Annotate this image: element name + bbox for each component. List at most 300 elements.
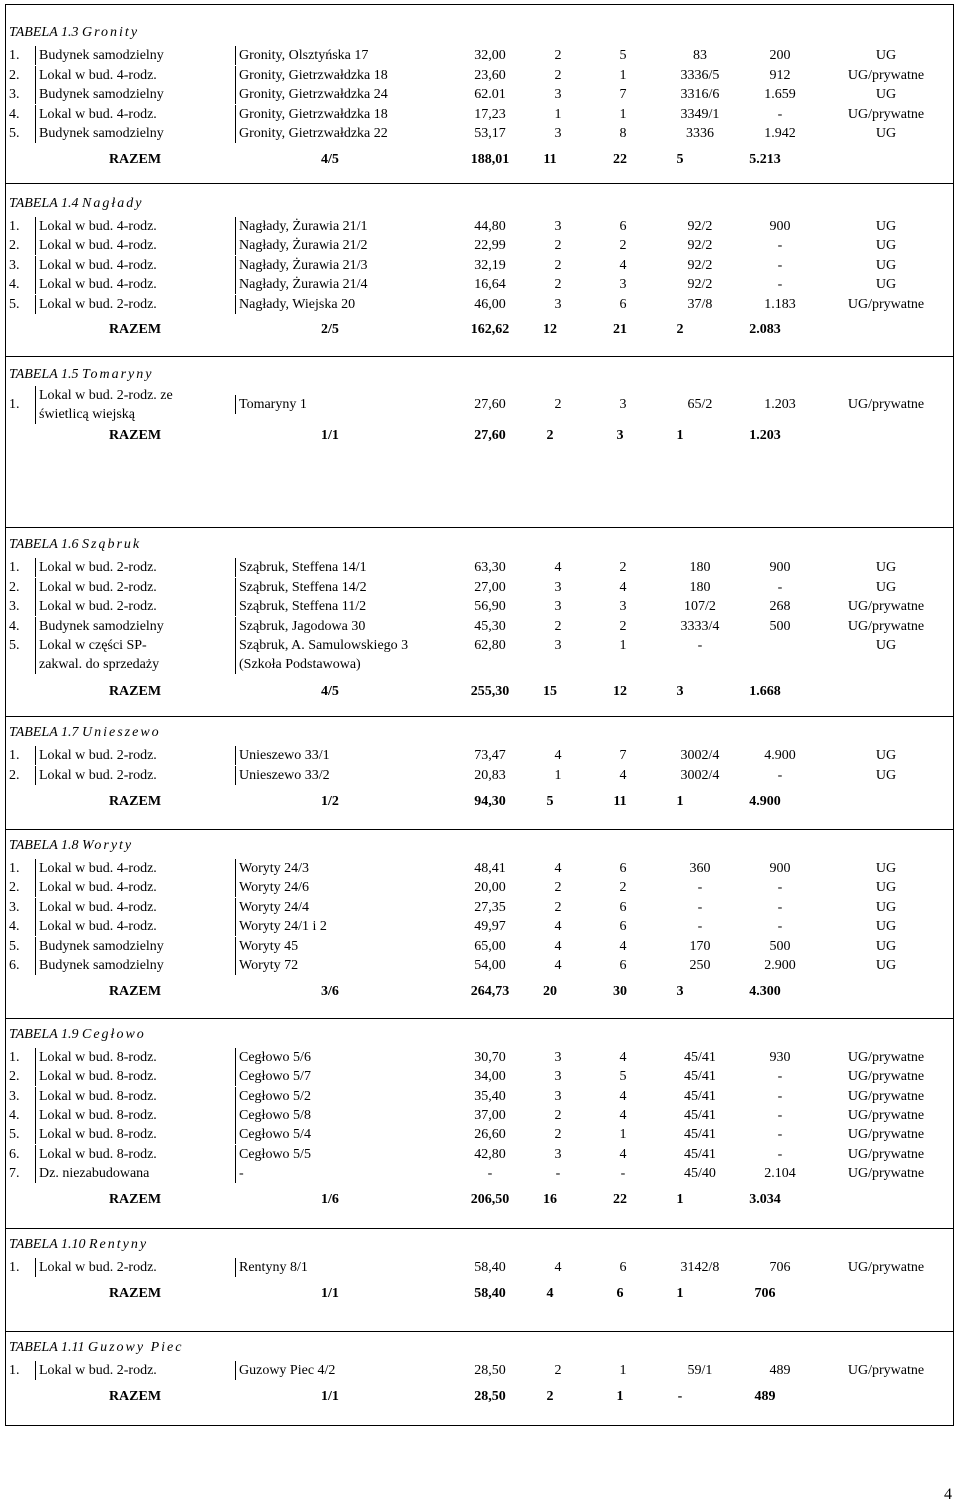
cell-pow-dz: 489 — [769, 1363, 791, 1378]
cell-lp: 4. — [9, 618, 20, 634]
cell-adres: Cegłowo 5/6 — [235, 1048, 459, 1067]
total-count: 4/5 — [321, 684, 339, 699]
section-divider — [5, 1331, 954, 1332]
total-osob: 11 — [613, 794, 627, 809]
cell-pow-dz: - — [777, 899, 783, 915]
cell-osob: 6 — [619, 958, 627, 973]
cell-osob: 7 — [619, 748, 627, 763]
section-title-prefix: TABELA 1.6 — [9, 537, 79, 552]
cell-dzialka: 59/1 — [687, 1363, 713, 1378]
cell-pow-dz: 4.900 — [764, 748, 796, 763]
total-pow-dz: 3.034 — [749, 1192, 781, 1208]
cell-lok: 1 — [554, 106, 562, 122]
cell-pow: 46,00 — [474, 296, 506, 312]
cell-wl: UG — [875, 219, 897, 234]
cell-pow: 73,47 — [474, 748, 506, 763]
cell-dzialka: 3349/1 — [680, 106, 720, 122]
section-title-prefix: TABELA 1.9 — [9, 1027, 79, 1042]
table-row — [5, 1048, 954, 1067]
cell-adres: Cegłowo 5/4 — [235, 1125, 459, 1144]
cell-lok: 2 — [554, 238, 562, 254]
cell-osob: 2 — [619, 880, 627, 896]
cell-adres: Sząbruk, Steffena 14/2 — [235, 578, 459, 597]
cell-dzialka: 3002/4 — [680, 748, 720, 763]
cell-pow: 37,00 — [474, 1107, 506, 1123]
cell-pow: 27,60 — [474, 397, 506, 412]
cell-osob: 1 — [619, 106, 627, 122]
table-row — [5, 236, 954, 255]
total-lok: 16 — [543, 1192, 557, 1208]
cell-dzialka: 360 — [689, 861, 711, 876]
total-count: 1/1 — [321, 1286, 339, 1301]
cell-dzialka: - — [697, 899, 703, 915]
cell-pow-dz: 1.203 — [764, 397, 796, 412]
cell-pow: 22,99 — [474, 238, 506, 254]
total-pow-dz: 489 — [754, 1389, 776, 1404]
total-dz: 1 — [676, 1192, 684, 1208]
total-label: RAZEM — [108, 1286, 162, 1301]
section-title — [9, 1236, 148, 1254]
total-dz: 1 — [676, 428, 684, 443]
cell-wl: UG/prywatne — [847, 1260, 925, 1275]
cell-wl: UG — [875, 880, 897, 896]
cell-dzialka: - — [697, 880, 703, 896]
cell-osob: 1 — [619, 1127, 627, 1143]
cell-lp: 1. — [9, 861, 20, 876]
total-lok: 2 — [546, 1389, 554, 1404]
cell-wl: UG — [875, 257, 897, 273]
cell-dzialka: 45/41 — [684, 1050, 716, 1065]
cell-typ: Lokal w bud. 8-rodz. — [35, 1048, 235, 1067]
section-divider — [5, 356, 954, 357]
table-row — [5, 295, 954, 314]
cell-osob: 4 — [619, 1107, 627, 1123]
cell-pow-dz: 200 — [769, 48, 791, 63]
cell-wl: UG — [875, 126, 897, 142]
section-title — [9, 724, 161, 742]
total-label: RAZEM — [108, 428, 162, 443]
cell-typ: Lokal w bud. 8-rodz. — [35, 1106, 235, 1125]
cell-lok: 3 — [554, 579, 562, 595]
cell-pow-dz: 900 — [769, 861, 791, 876]
cell-pow-dz: - — [777, 238, 783, 254]
cell-osob: 3 — [619, 397, 627, 412]
cell-osob: 6 — [619, 1260, 627, 1275]
cell-pow: 32,00 — [474, 48, 506, 63]
cell-lp: 1. — [9, 397, 20, 412]
cell-dzialka: 45/41 — [684, 1146, 716, 1162]
cell-lok: 2 — [554, 1127, 562, 1143]
table-row — [5, 1145, 954, 1164]
cell-typ: Lokal w bud. 8-rodz. — [35, 1145, 235, 1164]
cell-line: Lokal w części SP- — [39, 638, 147, 653]
cell-osob: 2 — [619, 560, 627, 575]
table-row — [5, 275, 954, 294]
total-lok: 12 — [543, 322, 557, 337]
table-row — [5, 217, 954, 236]
table-row — [5, 256, 954, 275]
cell-pow: 54,00 — [474, 958, 506, 973]
total-osob: 30 — [613, 984, 627, 1000]
cell-typ: Lokal w bud. 4-rodz. — [35, 236, 235, 255]
cell-pow-dz: - — [777, 767, 783, 783]
cell-lok: 3 — [554, 599, 562, 614]
cell-osob: 6 — [619, 861, 627, 876]
cell-pow-dz: - — [777, 1069, 783, 1085]
cell-lok: - — [555, 1165, 561, 1181]
cell-typ: Lokal w bud. 8-rodz. — [35, 1087, 235, 1106]
cell-osob: 4 — [619, 1088, 627, 1104]
cell-lp: 5. — [9, 1127, 20, 1143]
document-bottom-line — [5, 1425, 954, 1426]
cell-pow: 20,83 — [474, 767, 506, 783]
cell-pow-dz: 706 — [769, 1260, 791, 1275]
cell-adres: Woryty 24/6 — [235, 878, 459, 897]
cell-pow-dz: - — [777, 1088, 783, 1104]
cell-pow: 16,64 — [474, 277, 506, 293]
cell-osob: 4 — [619, 257, 627, 273]
cell-osob: 3 — [619, 599, 627, 614]
total-osob: 12 — [613, 684, 627, 699]
total-count: 4/5 — [321, 152, 339, 167]
cell-lp: 4. — [9, 919, 20, 935]
cell-osob: 6 — [619, 899, 627, 915]
cell-wl: UG — [875, 919, 897, 935]
table-row — [5, 386, 954, 424]
total-lok: 4 — [546, 1286, 554, 1301]
cell-lok: 3 — [554, 219, 562, 234]
cell-typ: Lokal w bud. 8-rodz. — [35, 1067, 235, 1086]
total-dz: 1 — [676, 794, 684, 809]
cell-wl: UG — [875, 87, 897, 103]
cell-typ: Lokal w bud. 4-rodz. — [35, 256, 235, 275]
cell-wl: UG — [875, 861, 897, 876]
cell-osob: 2 — [619, 238, 627, 254]
cell-typ: Budynek samodzielny — [35, 85, 235, 104]
cell-pow: 62,80 — [474, 638, 506, 653]
cell-wl: UG/prywatne — [847, 1146, 925, 1162]
cell-dzialka: 3333/4 — [680, 618, 720, 634]
section-title-name: Unieszewo — [82, 725, 161, 740]
cell-lp: 4. — [9, 106, 20, 122]
table-row — [5, 636, 954, 674]
total-osob: 6 — [616, 1286, 624, 1301]
cell-pow: 32,19 — [474, 257, 506, 273]
total-osob: 22 — [613, 1192, 627, 1208]
cell-wl: UG/prywatne — [847, 106, 925, 122]
cell-typ — [35, 386, 235, 424]
cell-wl: UG/prywatne — [847, 1107, 925, 1123]
cell-adres: Guzowy Piec 4/2 — [235, 1361, 459, 1380]
cell-osob: 4 — [619, 767, 627, 783]
cell-lp: 2. — [9, 579, 20, 595]
cell-typ: Lokal w bud. 4-rodz. — [35, 859, 235, 878]
total-row — [5, 681, 954, 703]
cell-typ: Lokal w bud. 4-rodz. — [35, 66, 235, 85]
cell-pow: - — [487, 1165, 493, 1181]
total-pow-dz: 5.213 — [749, 152, 781, 167]
cell-pow-dz: - — [777, 106, 783, 122]
cell-typ: Budynek samodzielny — [35, 124, 235, 143]
cell-wl: UG — [875, 767, 897, 783]
cell-wl: UG/prywatne — [847, 67, 925, 83]
table-row — [5, 917, 954, 936]
table-row — [5, 105, 954, 124]
total-label: RAZEM — [108, 984, 162, 1000]
cell-osob: 4 — [619, 938, 627, 954]
cell-pow-dz: - — [777, 880, 783, 896]
total-row — [5, 425, 954, 447]
cell-lp: 3. — [9, 599, 20, 614]
cell-pow: 63,30 — [474, 560, 506, 575]
section-title-prefix: TABELA 1.3 — [9, 25, 79, 40]
table-row — [5, 597, 954, 616]
cell-pow: 44,80 — [474, 219, 506, 234]
cell-adres: Nagłady, Żurawia 21/1 — [235, 217, 459, 236]
section-title-name: Rentyny — [89, 1237, 149, 1252]
cell-pow: 28,50 — [474, 1363, 506, 1378]
total-pow-dz: 706 — [754, 1286, 776, 1301]
cell-typ: Lokal w bud. 2-rodz. — [35, 766, 235, 785]
cell-dzialka: 92/2 — [687, 238, 713, 254]
cell-typ: Lokal w bud. 2-rodz. — [35, 597, 235, 616]
cell-typ: Budynek samodzielny — [35, 956, 235, 975]
cell-osob: 1 — [619, 638, 627, 653]
cell-pow-dz: - — [777, 257, 783, 273]
cell-wl: UG/prywatne — [847, 1069, 925, 1085]
cell-adres: Cegłowo 5/5 — [235, 1145, 459, 1164]
cell-pow-dz: 930 — [769, 1050, 791, 1065]
total-label: RAZEM — [108, 152, 162, 167]
cell-adres — [235, 636, 459, 674]
cell-lp: 4. — [9, 277, 20, 293]
cell-pow: 58,40 — [474, 1260, 506, 1275]
total-pow: 264,73 — [470, 984, 510, 1000]
cell-pow-dz: 2.104 — [764, 1165, 796, 1181]
cell-lp: 2. — [9, 238, 20, 254]
cell-typ: Lokal w bud. 4-rodz. — [35, 878, 235, 897]
cell-wl: UG — [875, 958, 897, 973]
cell-lok: 2 — [554, 277, 562, 293]
cell-pow-dz: - — [777, 1107, 783, 1123]
cell-adres: Sząbruk, Jagodowa 30 — [235, 617, 459, 636]
cell-dzialka: 170 — [689, 938, 711, 954]
table-row — [5, 124, 954, 143]
cell-lok: 2 — [554, 48, 562, 63]
total-dz: 3 — [676, 684, 684, 699]
total-pow-dz: 4.900 — [749, 794, 781, 809]
cell-adres: Woryty 72 — [235, 956, 459, 975]
section-title — [9, 1026, 146, 1044]
total-pow: 206,50 — [470, 1192, 510, 1208]
total-lok: 2 — [546, 428, 554, 443]
cell-osob: - — [620, 1165, 626, 1181]
cell-lok: 2 — [554, 397, 562, 412]
total-label: RAZEM — [108, 322, 162, 337]
cell-typ: Lokal w bud. 2-rodz. — [35, 558, 235, 577]
table-row — [5, 746, 954, 765]
cell-pow: 20,00 — [474, 880, 506, 896]
total-pow: 94,30 — [474, 794, 506, 809]
cell-lp: 1. — [9, 560, 20, 575]
total-osob: 3 — [616, 428, 624, 443]
cell-adres: Cegłowo 5/7 — [235, 1067, 459, 1086]
cell-adres: Gronity, Gietrzwałdzka 24 — [235, 85, 459, 104]
table-row — [5, 937, 954, 956]
section-title — [9, 195, 143, 213]
cell-adres: Nagłady, Żurawia 21/3 — [235, 256, 459, 275]
total-count: 2/5 — [321, 322, 339, 337]
cell-adres: Woryty 24/1 i 2 — [235, 917, 459, 936]
cell-lp: 7. — [9, 1165, 20, 1181]
cell-pow: 49,97 — [474, 919, 506, 935]
cell-wl: UG — [875, 638, 897, 653]
cell-dzialka: 45/41 — [684, 1127, 716, 1143]
cell-pow-dz: 912 — [769, 67, 791, 83]
total-lok: 5 — [546, 794, 554, 809]
cell-adres: Unieszewo 33/1 — [235, 746, 459, 765]
cell-lok: 3 — [554, 126, 562, 142]
cell-dzialka: 180 — [689, 560, 711, 575]
cell-adres: Nagłady, Żurawia 21/4 — [235, 275, 459, 294]
cell-wl: UG — [875, 748, 897, 763]
table-row — [5, 1106, 954, 1125]
cell-wl: UG — [875, 277, 897, 293]
cell-lok: 2 — [554, 67, 562, 83]
section-divider — [5, 183, 954, 184]
total-pow: 188,01 — [470, 152, 510, 167]
table-row — [5, 898, 954, 917]
cell-osob: 3 — [619, 277, 627, 293]
cell-line: (Szkoła Podstawowa) — [239, 657, 361, 672]
cell-osob: 5 — [619, 48, 627, 63]
cell-pow-dz: - — [777, 919, 783, 935]
cell-pow: 45,30 — [474, 618, 506, 634]
cell-pow-dz: 500 — [769, 618, 791, 634]
cell-adres: - — [235, 1164, 459, 1183]
section-title-name: Tomaryny — [82, 367, 154, 382]
cell-pow-dz: 2.900 — [764, 958, 796, 973]
total-pow: 255,30 — [470, 684, 510, 699]
total-pow: 27,60 — [474, 428, 506, 443]
cell-adres: Sząbruk, Steffena 11/2 — [235, 597, 459, 616]
cell-lp: 3. — [9, 1088, 20, 1104]
section-title-name: Nagłady — [82, 196, 144, 211]
section-divider — [5, 716, 954, 717]
cell-pow-dz: 900 — [769, 560, 791, 575]
cell-pow: 27,35 — [474, 899, 506, 915]
cell-wl: UG — [875, 238, 897, 254]
cell-wl: UG/prywatne — [847, 1127, 925, 1143]
section-title-prefix: TABELA 1.4 — [9, 196, 79, 211]
cell-wl: UG/prywatne — [847, 296, 925, 312]
cell-typ: Dz. niezabudowana — [35, 1164, 235, 1183]
section-title — [9, 24, 139, 42]
cell-osob: 6 — [619, 219, 627, 234]
cell-pow: 42,80 — [474, 1146, 506, 1162]
cell-pow-dz: 1.183 — [764, 296, 796, 312]
cell-adres: Nagłady, Żurawia 21/2 — [235, 236, 459, 255]
cell-dzialka: 3336 — [686, 126, 714, 142]
cell-adres: Woryty 24/3 — [235, 859, 459, 878]
cell-lok: 3 — [554, 1088, 562, 1104]
total-pow: 28,50 — [474, 1389, 506, 1404]
table-row — [5, 66, 954, 85]
cell-dzialka: 65/2 — [687, 397, 713, 412]
cell-pow: 53,17 — [474, 126, 506, 142]
cell-adres: Unieszewo 33/2 — [235, 766, 459, 785]
cell-adres: Gronity, Gietrzwałdzka 22 — [235, 124, 459, 143]
total-pow-dz: 4.300 — [749, 984, 781, 1000]
table-row — [5, 878, 954, 897]
cell-lp: 6. — [9, 958, 20, 973]
page-number: 4 — [944, 1486, 952, 1503]
cell-lp: 4. — [9, 1107, 20, 1123]
section-divider — [5, 1018, 954, 1019]
cell-line: świetlicą wiejską — [39, 407, 136, 422]
cell-lp: 1. — [9, 1260, 20, 1275]
section-title-prefix: TABELA 1.11 — [9, 1340, 85, 1355]
table-row — [5, 766, 954, 785]
cell-lp: 3. — [9, 899, 20, 915]
section-divider — [5, 829, 954, 830]
cell-pow-dz: - — [777, 277, 783, 293]
cell-typ: Budynek samodzielny — [35, 617, 235, 636]
table-row — [5, 46, 954, 65]
total-label: RAZEM — [108, 1192, 162, 1208]
section-title-prefix: TABELA 1.5 — [9, 367, 79, 382]
cell-wl: UG/prywatne — [847, 1050, 925, 1065]
cell-dzialka: 3336/5 — [680, 67, 720, 83]
cell-lp: 5. — [9, 296, 20, 312]
total-pow-dz: 1.668 — [749, 684, 781, 699]
cell-dzialka: 3142/8 — [680, 1260, 720, 1275]
cell-dzialka: 45/41 — [684, 1069, 716, 1085]
cell-adres: Tomaryny 1 — [235, 395, 459, 414]
total-count: 1/1 — [321, 428, 339, 443]
cell-lok: 4 — [554, 861, 562, 876]
cell-wl: UG — [875, 48, 897, 63]
cell-lp: 2. — [9, 880, 20, 896]
cell-lp: 1. — [9, 1363, 20, 1378]
table-row — [5, 1087, 954, 1106]
total-pow: 58,40 — [474, 1286, 506, 1301]
cell-line: Lokal w bud. 2-rodz. ze — [39, 388, 173, 403]
cell-lok: 4 — [554, 560, 562, 575]
section-title-name: Guzowy Piec — [87, 1340, 184, 1355]
cell-pow-dz: - — [777, 1127, 783, 1143]
cell-typ: Lokal w bud. 8-rodz. — [35, 1125, 235, 1144]
cell-dzialka: 3002/4 — [680, 767, 720, 783]
total-row — [5, 791, 954, 813]
cell-pow: 62.01 — [474, 87, 506, 103]
section-title-prefix: TABELA 1.7 — [9, 725, 79, 740]
cell-adres: Woryty 45 — [235, 937, 459, 956]
section-title-name: Woryty — [82, 838, 134, 853]
cell-line: Sząbruk, A. Samulowskiego 3 — [239, 638, 409, 653]
cell-typ: Budynek samodzielny — [35, 46, 235, 65]
cell-adres: Sząbruk, Steffena 14/1 — [235, 558, 459, 577]
cell-wl: UG/prywatne — [847, 1088, 925, 1104]
cell-typ: Lokal w bud. 2-rodz. — [35, 746, 235, 765]
total-osob: 1 — [616, 1389, 624, 1404]
cell-pow: 48,41 — [474, 861, 506, 876]
section-title — [9, 536, 141, 554]
cell-dzialka: - — [697, 638, 703, 653]
cell-lok: 3 — [554, 638, 562, 653]
cell-pow: 26,60 — [474, 1127, 506, 1143]
cell-dzialka: 92/2 — [687, 257, 713, 273]
